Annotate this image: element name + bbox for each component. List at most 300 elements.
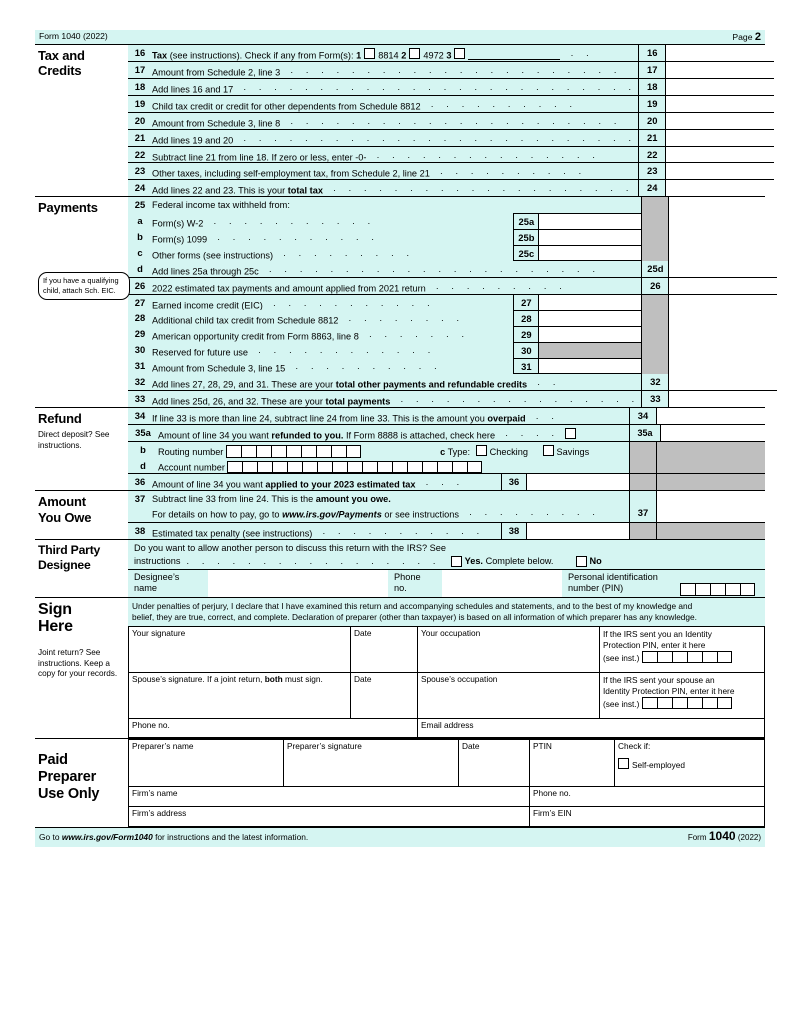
ippin-cell[interactable] xyxy=(657,697,672,710)
third-party-leader: . . . . . . . . . . . . . . . . . xyxy=(186,556,441,567)
line-22-amount-field[interactable] xyxy=(666,147,774,163)
line-35c-number: c xyxy=(440,446,446,457)
line-35a xyxy=(128,425,765,442)
pin-cell[interactable] xyxy=(680,583,695,596)
line-35d-gutter xyxy=(629,458,657,474)
line-25 xyxy=(128,197,777,213)
ippin-cell[interactable] xyxy=(702,697,717,710)
line-21-text xyxy=(152,130,638,146)
line-17-amount-field[interactable] xyxy=(666,62,774,78)
line-25c-text xyxy=(152,245,513,261)
account-cell[interactable] xyxy=(347,461,362,474)
preparer-name-cell[interactable] xyxy=(129,740,284,787)
line-36-leader: . . . xyxy=(418,477,465,488)
line-22-label: Subtract line 21 from line 18. If zero or less, enter -0- xyxy=(152,151,367,162)
designee-phone-label-2: no. xyxy=(394,583,407,594)
line-24-text xyxy=(152,180,638,196)
line-24-label-b: total tax xyxy=(287,185,323,196)
line-25b-amount-spacer xyxy=(669,229,777,245)
account-cell[interactable] xyxy=(452,461,467,474)
line-38-amount-shaded xyxy=(657,523,765,539)
line-36-gutter xyxy=(630,474,657,490)
line-38-amount-field[interactable] xyxy=(527,523,630,539)
line-30-gutter xyxy=(642,342,669,358)
spouse-ippin-cell[interactable] xyxy=(600,673,765,719)
line-22-leader: . . . . . . . . . . . . . . . xyxy=(369,149,601,160)
line-18-amount-field[interactable] xyxy=(666,79,774,95)
line-21-number: 21 xyxy=(134,131,146,143)
line-35a-leader: . . . . xyxy=(497,427,560,438)
line-36-label-b: applied to your 2023 estimated tax xyxy=(265,479,416,490)
ippin-cell[interactable] xyxy=(717,651,732,664)
routing-cell[interactable] xyxy=(316,445,331,458)
routing-cell[interactable] xyxy=(286,445,301,458)
line-37-label-b: amount you owe. xyxy=(315,494,391,505)
line-37-row-2 xyxy=(152,507,627,520)
paid-preparer-title-2: Preparer xyxy=(38,769,97,786)
line-25c-leader: . . . . . . . . . xyxy=(275,247,415,258)
line-28-label: Additional child tax credit from Schedule 8812 xyxy=(152,315,339,326)
spouse-occupation-cell[interactable] xyxy=(418,673,600,719)
account-cell[interactable] xyxy=(302,461,317,474)
your-occupation-label: Your occupation xyxy=(421,628,481,639)
page-indicator xyxy=(732,31,761,44)
line-25d-text xyxy=(152,261,641,277)
checkbox-form-8814[interactable] xyxy=(364,48,375,59)
line-32-label-b: total other payments and refundable credits xyxy=(335,379,528,390)
spouse-signature-cell[interactable] xyxy=(129,673,351,719)
line-33-label-b: total payments xyxy=(325,396,391,407)
footer-right xyxy=(688,830,761,844)
account-cell[interactable] xyxy=(362,461,377,474)
line-35d-text xyxy=(158,458,629,474)
line-26-text xyxy=(152,278,641,294)
line-16-text xyxy=(152,45,638,61)
line-28-amount-spacer xyxy=(669,310,777,326)
line-22-number: 22 xyxy=(134,148,146,160)
phone-no-cell[interactable] xyxy=(129,719,418,738)
section-title-sign-here xyxy=(35,598,128,739)
line-37-number: 37 xyxy=(134,493,146,505)
ippin-cell[interactable] xyxy=(642,651,657,664)
refund-lines xyxy=(128,408,765,490)
line-25a-label: Form(s) W-2 xyxy=(152,218,204,229)
line-29-amount-field[interactable] xyxy=(539,326,642,342)
refund-note: Direct deposit? See instructions. xyxy=(38,430,110,450)
line-16-opt2-label: 4972 xyxy=(423,50,444,61)
routing-cell[interactable] xyxy=(226,445,241,458)
designee-phone-label xyxy=(388,570,442,597)
line-21-amount-field[interactable] xyxy=(666,130,774,146)
line-25a-leader: . . . . . . . . . . . xyxy=(205,215,376,226)
line-38-number: 38 xyxy=(134,525,146,537)
line-29-number: 29 xyxy=(134,328,146,340)
line-37-amount-field[interactable] xyxy=(657,491,765,522)
your-ippin-line-1: If the IRS sent you an Identity xyxy=(603,629,712,640)
account-cell[interactable] xyxy=(257,461,272,474)
line-28-text xyxy=(152,310,513,326)
line-31-leader: . . . . . . . . . . xyxy=(287,361,442,372)
footer-goto: Go to xyxy=(39,832,60,843)
line-24-amount-field[interactable] xyxy=(666,180,774,196)
line-25c xyxy=(128,245,777,261)
checkbox-account-type-checking[interactable] xyxy=(476,445,487,456)
checkbox-form-other[interactable] xyxy=(454,48,465,59)
firm-name-row xyxy=(129,787,765,807)
routing-cell[interactable] xyxy=(301,445,316,458)
line-25d-amount-field[interactable] xyxy=(669,261,777,277)
taxpayer-signature-row xyxy=(129,627,765,673)
designee-name-label-1: Designee’s xyxy=(134,571,180,582)
designee-name-label-2: name xyxy=(134,583,157,594)
line-20-text xyxy=(152,113,638,129)
line-19-amount-field[interactable] xyxy=(666,96,774,112)
footer-form-word: Form xyxy=(687,833,707,843)
line-34-box-number: 34 xyxy=(629,408,657,424)
line-25d-leader: . . . . . . . . . . . . . . . . . . . . . . xyxy=(261,263,601,274)
pin-cell[interactable] xyxy=(740,583,755,596)
line-20-leader: . . . . . . . . . . . . . . . . . . . . . . xyxy=(282,115,622,126)
preparer-table xyxy=(128,739,765,827)
line-38-text xyxy=(152,523,501,539)
line-33-text xyxy=(152,391,641,407)
payments-title: Payments xyxy=(38,200,98,216)
designee-phone-label-1: Phone xyxy=(394,571,421,582)
line-25a-text xyxy=(152,213,513,229)
payments-lines xyxy=(128,197,777,407)
email-address-label: Email address xyxy=(421,720,474,731)
line-25c-number: c xyxy=(137,246,143,258)
account-cell[interactable] xyxy=(317,461,332,474)
line-30-number: 30 xyxy=(134,344,146,356)
line-34-amount-field[interactable] xyxy=(657,408,765,424)
firm-ein-cell[interactable] xyxy=(530,807,765,827)
line-28-amount-field[interactable] xyxy=(539,310,642,326)
account-cell[interactable] xyxy=(242,461,257,474)
line-28-leader: . . . . . . . . xyxy=(340,313,465,324)
signature-table xyxy=(128,626,765,738)
routing-number-input[interactable] xyxy=(226,445,361,458)
line-27-amount-spacer xyxy=(669,295,777,311)
line-25b-label: Form(s) 1099 xyxy=(152,234,208,245)
line-25c-gutter xyxy=(642,245,669,261)
spouse-signature-bold: both xyxy=(264,674,283,685)
your-ippin-line-3: (see inst.) xyxy=(603,652,640,663)
preparer-check-if-cell xyxy=(615,740,765,787)
line-17 xyxy=(128,62,774,79)
line-23-text xyxy=(152,163,638,179)
your-date-cell[interactable] xyxy=(351,627,418,673)
spouse-signature-row xyxy=(129,673,765,719)
line-31-gutter xyxy=(642,358,669,374)
line-27 xyxy=(128,295,777,311)
designee-pin-grid[interactable] xyxy=(680,583,755,596)
line-16-leader: . . xyxy=(563,48,594,58)
line-36-label-a: Amount of line 34 you want xyxy=(152,479,263,490)
line-24-leader: . . . . . . . . . . . . . . . . . . . . xyxy=(325,183,634,194)
section-title-third-party xyxy=(35,540,128,597)
line-22 xyxy=(128,147,774,164)
section-title-paid-preparer xyxy=(35,739,128,827)
line-35a-number: 35a xyxy=(135,426,151,438)
pin-cell[interactable] xyxy=(725,583,740,596)
line-37-label-a: Subtract line 33 from line 24. This is the xyxy=(152,494,314,505)
line-25a-amount-field[interactable] xyxy=(539,213,642,229)
line-37-row-1 xyxy=(152,494,627,505)
line-34-text xyxy=(152,408,629,424)
page-number: 2 xyxy=(754,30,761,43)
line-32-box-number: 32 xyxy=(641,374,669,390)
firm-address-cell[interactable] xyxy=(129,807,530,827)
line-36-box-number: 36 xyxy=(501,474,527,490)
line-35a-amount-field[interactable] xyxy=(661,425,765,441)
line-17-text xyxy=(152,62,638,78)
line-31 xyxy=(128,358,777,374)
line-18-number: 18 xyxy=(134,80,146,92)
line-20-number: 20 xyxy=(134,114,146,126)
line-28-gutter xyxy=(642,310,669,326)
footer-left xyxy=(39,833,308,843)
firm-address-label: Firm’s address xyxy=(132,808,187,819)
preparer-signature-cell[interactable] xyxy=(284,740,459,787)
line-26-amount-field[interactable] xyxy=(669,278,777,294)
designee-name-label xyxy=(128,570,208,597)
line-23-label: Other taxes, including self-employment tax, from Schedule 2, line 21 xyxy=(152,168,430,179)
routing-cell[interactable] xyxy=(331,445,346,458)
perjury-line-1: Under penalties of perjury, I declare that I have examined this return and accompanying schedules and statements, and to the best of my knowledge and xyxy=(132,600,693,611)
designee-pin-input[interactable] xyxy=(680,570,765,597)
savings-label: Savings xyxy=(556,446,590,457)
line-35a-text xyxy=(158,425,629,441)
line-36-text xyxy=(152,474,501,490)
spouse-ippin-line-2: Identity Protection PIN, enter it here xyxy=(603,686,735,697)
section-title-payments xyxy=(35,197,128,407)
preparer-row xyxy=(129,740,765,787)
line-38-leader: . . . . . . . . . . . xyxy=(314,526,485,537)
refund-title: Refund xyxy=(38,410,82,426)
self-employed-label: Self-employed xyxy=(632,759,686,770)
line-34-leader: . . xyxy=(528,410,560,421)
line-35a-label-c: If Form 8888 is attached, check here xyxy=(345,430,496,441)
line-21-box-number: 21 xyxy=(638,130,666,146)
line-25b-leader: . . . . . . . . . . . xyxy=(209,231,380,242)
account-cell[interactable] xyxy=(287,461,302,474)
checkbox-form-8888-attached[interactable] xyxy=(565,428,576,439)
line-24 xyxy=(128,180,774,196)
line-34-label-a: If line 33 is more than line 24, subtract line 24 from line 33. This is the amount you xyxy=(152,413,485,424)
checkbox-designee-no[interactable] xyxy=(576,556,587,567)
line-25-amount-spacer xyxy=(669,197,777,213)
line-22-box-number: 22 xyxy=(638,147,666,163)
line-25a-gutter xyxy=(642,213,669,229)
account-number-input[interactable] xyxy=(227,461,482,474)
line-28-number: 28 xyxy=(134,312,146,324)
line-34-number: 34 xyxy=(134,409,146,421)
third-party-title-2: Designee xyxy=(38,557,91,572)
checkbox-designee-yes[interactable] xyxy=(451,556,462,567)
line-32-text xyxy=(152,374,641,390)
routing-cell[interactable] xyxy=(256,445,271,458)
firm-name-cell[interactable] xyxy=(129,787,530,807)
line-25b xyxy=(128,229,777,245)
line-18-leader: . . . . . . . . . . . . . . . . . . . . . . . . . . xyxy=(235,81,637,92)
email-address-cell[interactable] xyxy=(418,719,765,738)
line-29-text xyxy=(152,326,513,342)
line-36-number: 36 xyxy=(134,476,146,488)
routing-cell[interactable] xyxy=(271,445,286,458)
your-ippin-grid[interactable] xyxy=(642,651,732,664)
ippin-cell[interactable] xyxy=(672,651,687,664)
line-27-number: 27 xyxy=(134,296,146,308)
line-16-text-a: Tax xyxy=(152,50,168,61)
line-30 xyxy=(128,342,777,358)
routing-cell[interactable] xyxy=(346,445,361,458)
firm-phone-label: Phone no. xyxy=(533,788,571,799)
line-25a-box-number: 25a xyxy=(513,213,539,229)
line-25b-gutter xyxy=(642,229,669,245)
pin-cell[interactable] xyxy=(695,583,710,596)
section-paid-preparer xyxy=(35,738,765,827)
spouse-date-cell[interactable] xyxy=(351,673,418,719)
footer-rest: for instructions and the latest information. xyxy=(155,832,309,843)
account-cell[interactable] xyxy=(467,461,482,474)
ippin-cell[interactable] xyxy=(702,651,717,664)
sign-here-body xyxy=(128,598,765,739)
third-party-question xyxy=(128,540,765,569)
your-signature-cell[interactable] xyxy=(129,627,351,673)
line-30-box-number: 30 xyxy=(513,342,539,358)
line-37-leader: . . . . . . . . . xyxy=(461,506,601,517)
line-18-text xyxy=(152,79,638,95)
account-cell[interactable] xyxy=(392,461,407,474)
designee-yes-rest: Complete below. xyxy=(485,556,554,567)
account-cell[interactable] xyxy=(227,461,242,474)
line-32 xyxy=(128,374,777,391)
section-third-party-designee xyxy=(35,539,765,597)
tax-credits-title-2: Credits xyxy=(38,63,82,79)
line-26-box-number: 26 xyxy=(641,278,669,294)
eic-callout xyxy=(38,272,130,300)
firm-address-row xyxy=(129,807,765,827)
ippin-cell[interactable] xyxy=(642,697,657,710)
line-18-box-number: 18 xyxy=(638,79,666,95)
sign-here-title-1: Sign xyxy=(38,600,72,618)
line-16-amount-field[interactable] xyxy=(666,45,774,61)
ippin-cell[interactable] xyxy=(672,697,687,710)
pin-cell[interactable] xyxy=(710,583,725,596)
form-footer xyxy=(35,827,765,847)
form-header xyxy=(35,30,765,45)
ippin-cell[interactable] xyxy=(717,697,732,710)
line-25c-amount-field[interactable] xyxy=(539,245,642,261)
line-16-other-form-input[interactable] xyxy=(468,50,560,60)
line-28-box-number: 28 xyxy=(513,310,539,326)
eic-callout-text: If you have a qualifying child, attach Sch. EIC. xyxy=(43,276,119,296)
line-29-box-number: 29 xyxy=(513,326,539,342)
your-occupation-cell[interactable] xyxy=(418,627,600,673)
irs-payments-link[interactable]: www.irs.gov/Payments xyxy=(282,509,382,520)
account-cell[interactable] xyxy=(407,461,422,474)
line-35c-label: Type: xyxy=(447,446,471,457)
your-date-label: Date xyxy=(354,628,372,639)
designee-yes-bold: Yes. xyxy=(464,556,483,567)
designee-phone-input[interactable] xyxy=(442,570,562,597)
line-25-text: Federal income tax withheld from: xyxy=(152,200,290,211)
line-31-box-number: 31 xyxy=(513,358,539,374)
line-35a-label-b: refunded to you. xyxy=(271,430,344,441)
line-17-box-number: 17 xyxy=(638,62,666,78)
ippin-cell[interactable] xyxy=(687,697,702,710)
line-27-amount-field[interactable] xyxy=(539,295,642,311)
designee-name-input[interactable] xyxy=(208,570,388,597)
sign-here-title-2: Here xyxy=(38,618,73,636)
line-25d-box-number: 25d xyxy=(641,261,669,277)
preparer-ptin-cell[interactable] xyxy=(530,740,615,787)
section-sign-here xyxy=(35,597,765,739)
account-cell[interactable] xyxy=(377,461,392,474)
amount-owe-title-1: Amount xyxy=(38,494,86,510)
firm-phone-cell[interactable] xyxy=(530,787,765,807)
form-header-left: Form 1040 (2022) xyxy=(39,31,108,42)
line-34-label-b: overpaid xyxy=(487,413,526,424)
line-20 xyxy=(128,113,774,130)
checkbox-self-employed[interactable] xyxy=(618,758,629,769)
preparer-date-cell[interactable] xyxy=(459,740,530,787)
line-36-amount-shaded xyxy=(657,474,765,490)
line-25b-amount-field[interactable] xyxy=(539,229,642,245)
line-34 xyxy=(128,408,765,425)
account-cell[interactable] xyxy=(332,461,347,474)
spouse-signature-label-b: must sign. xyxy=(284,674,323,685)
section-title-amount-you-owe xyxy=(35,491,128,539)
checkbox-form-4972[interactable] xyxy=(409,48,420,59)
your-ippin-cell[interactable] xyxy=(600,627,765,673)
line-33-amount-field[interactable] xyxy=(669,391,777,407)
line-35b-number: b xyxy=(140,443,146,455)
tax-credits-lines xyxy=(128,45,774,196)
ippin-cell[interactable] xyxy=(657,651,672,664)
ippin-cell[interactable] xyxy=(687,651,702,664)
line-27-label: Earned income credit (EIC) xyxy=(152,299,263,310)
spouse-ippin-grid[interactable] xyxy=(642,697,732,710)
line-37 xyxy=(128,491,765,523)
third-party-title-1: Third Party xyxy=(38,543,101,558)
line-20-amount-field[interactable] xyxy=(666,113,774,129)
line-36-amount-field[interactable] xyxy=(527,474,630,490)
irs-form1040-link[interactable]: www.irs.gov/Form1040 xyxy=(61,832,153,843)
line-19-leader: . . . . . . . . . . xyxy=(423,98,578,109)
line-30-text xyxy=(152,342,513,358)
section-title-tax-and-credits xyxy=(35,45,128,196)
routing-cell[interactable] xyxy=(241,445,256,458)
preparer-signature-label: Preparer’s signature xyxy=(287,741,362,752)
account-cell[interactable] xyxy=(272,461,287,474)
section-payments xyxy=(35,196,765,407)
line-32-amount-field[interactable] xyxy=(669,374,777,390)
line-24-box-number: 24 xyxy=(638,180,666,196)
designee-pin-label xyxy=(562,570,680,597)
line-25a-amount-spacer xyxy=(669,213,777,229)
account-cell[interactable] xyxy=(422,461,437,474)
line-31-amount-field[interactable] xyxy=(539,358,642,374)
line-25d-label: Add lines 25a through 25c xyxy=(152,266,259,276)
account-cell[interactable] xyxy=(437,461,452,474)
line-33-leader: . . . . . . . . . . . . . . . . xyxy=(392,394,640,405)
spouse-ippin-line-3: (see inst.) xyxy=(603,698,640,709)
line-25a xyxy=(128,213,777,229)
line-23-amount-field[interactable] xyxy=(666,163,774,179)
checkbox-account-type-savings[interactable] xyxy=(543,445,554,456)
